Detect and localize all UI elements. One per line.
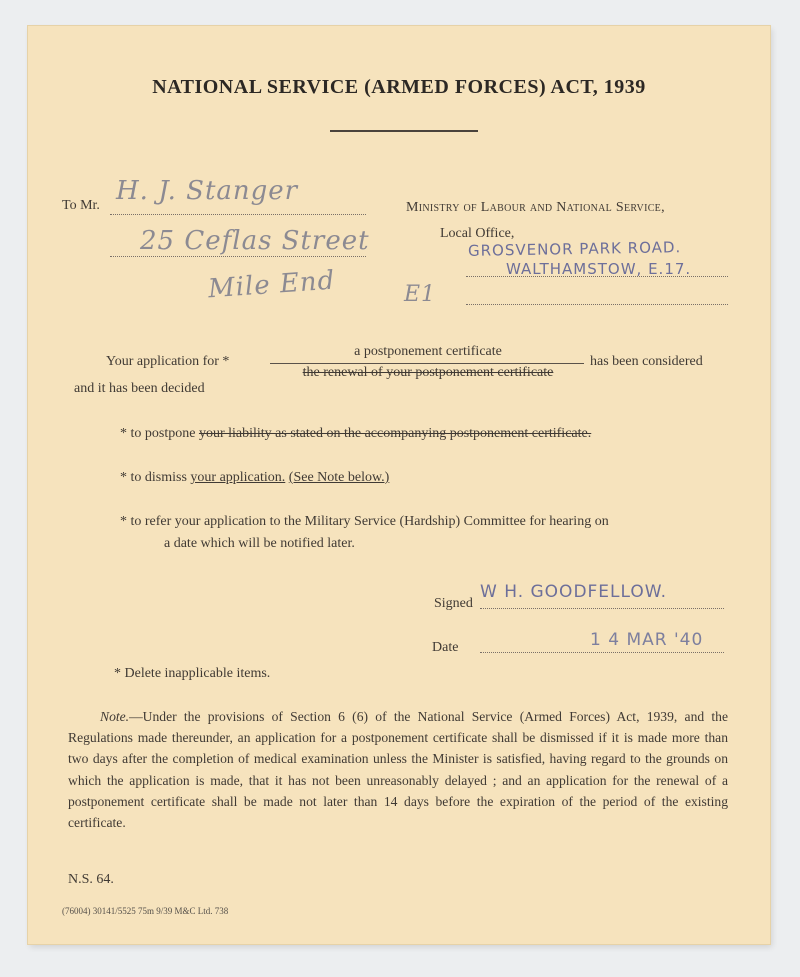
item-dismiss-prefix: * to dismiss (120, 470, 187, 485)
signed-stamp: W H. GOODFELLOW. (480, 582, 668, 602)
printer-line: (76004) 30141/5525 75m 9/39 M&C Ltd. 738 (62, 906, 229, 916)
addressee-line-2 (110, 256, 366, 257)
application-option1: a postponement certificate (354, 344, 502, 359)
to-label: To Mr. (62, 198, 100, 213)
title-rule (330, 130, 478, 132)
form-number: N.S. 64. (68, 872, 114, 887)
date-line (480, 652, 724, 653)
item-dismiss-underlined: your application. (190, 470, 286, 485)
decided-text: and it has been decided (74, 381, 205, 396)
addressee-district: Mile End (207, 265, 337, 305)
item-refer-line2: a date which will be notified later. (164, 536, 355, 551)
office-stamp-line2: WALTHAMSTOW, E.17. (506, 260, 692, 278)
date-label: Date (432, 640, 459, 655)
addressee-line-1 (110, 214, 366, 215)
item-dismiss-note: (See Note below.) (288, 470, 390, 485)
signed-label: Signed (434, 596, 473, 611)
form-sheet (28, 26, 770, 944)
item-postpone (120, 426, 591, 442)
application-suffix: has been considered (590, 354, 703, 369)
delete-note: * Delete inapplicable items. (114, 666, 271, 681)
office-line-2 (466, 304, 728, 305)
office-stamp-line1: GROSVENOR PARK ROAD. (467, 238, 682, 260)
addressee-postcode: E1 (404, 282, 437, 307)
application-divider (270, 363, 584, 364)
form-title: NATIONAL SERVICE (ARMED FORCES) ACT, 1939 (152, 76, 646, 98)
office-line-1 (466, 276, 728, 277)
signed-line (480, 608, 724, 609)
application-prefix: Your application for * (106, 354, 230, 369)
addressee-street: 25 Ceflas Street (140, 226, 370, 256)
application-option2: the renewal of your postponement certificate (302, 365, 554, 380)
ministry-name: Ministry of Labour and National Service, (406, 200, 665, 215)
local-office-label: Local Office, (440, 226, 515, 241)
note-label: Note. (100, 709, 130, 724)
item-postpone-prefix: * to postpone (120, 426, 196, 441)
item-dismiss (120, 470, 389, 486)
addressee-name: H. J. Stanger (116, 176, 299, 206)
note-paragraph (68, 706, 728, 833)
item-postpone-struck: your liability as stated on the accompanying postponement certificate. (198, 426, 592, 441)
note-text: —Under the provisions of Section 6 (6) of the National Service (Armed Forces) Act, 1939, and the Regulations made thereunder, an application for a postponement certificate shall be dismissed if it is made more than two days after the completion of medical examination unless the Minister is satisfied, having regard to the grounds on which the application is made, that it has not been unreasonably delayed ; and an application for the renewal of a postponement certificate shall be made not later than 14 days before the expiration of the period of the existing certificate. (68, 709, 728, 831)
item-refer-line1: * to refer your application to the Military Service (Hardship) Committee for hearing on (120, 514, 609, 529)
date-stamp: 1 4 MAR '40 (590, 630, 704, 650)
